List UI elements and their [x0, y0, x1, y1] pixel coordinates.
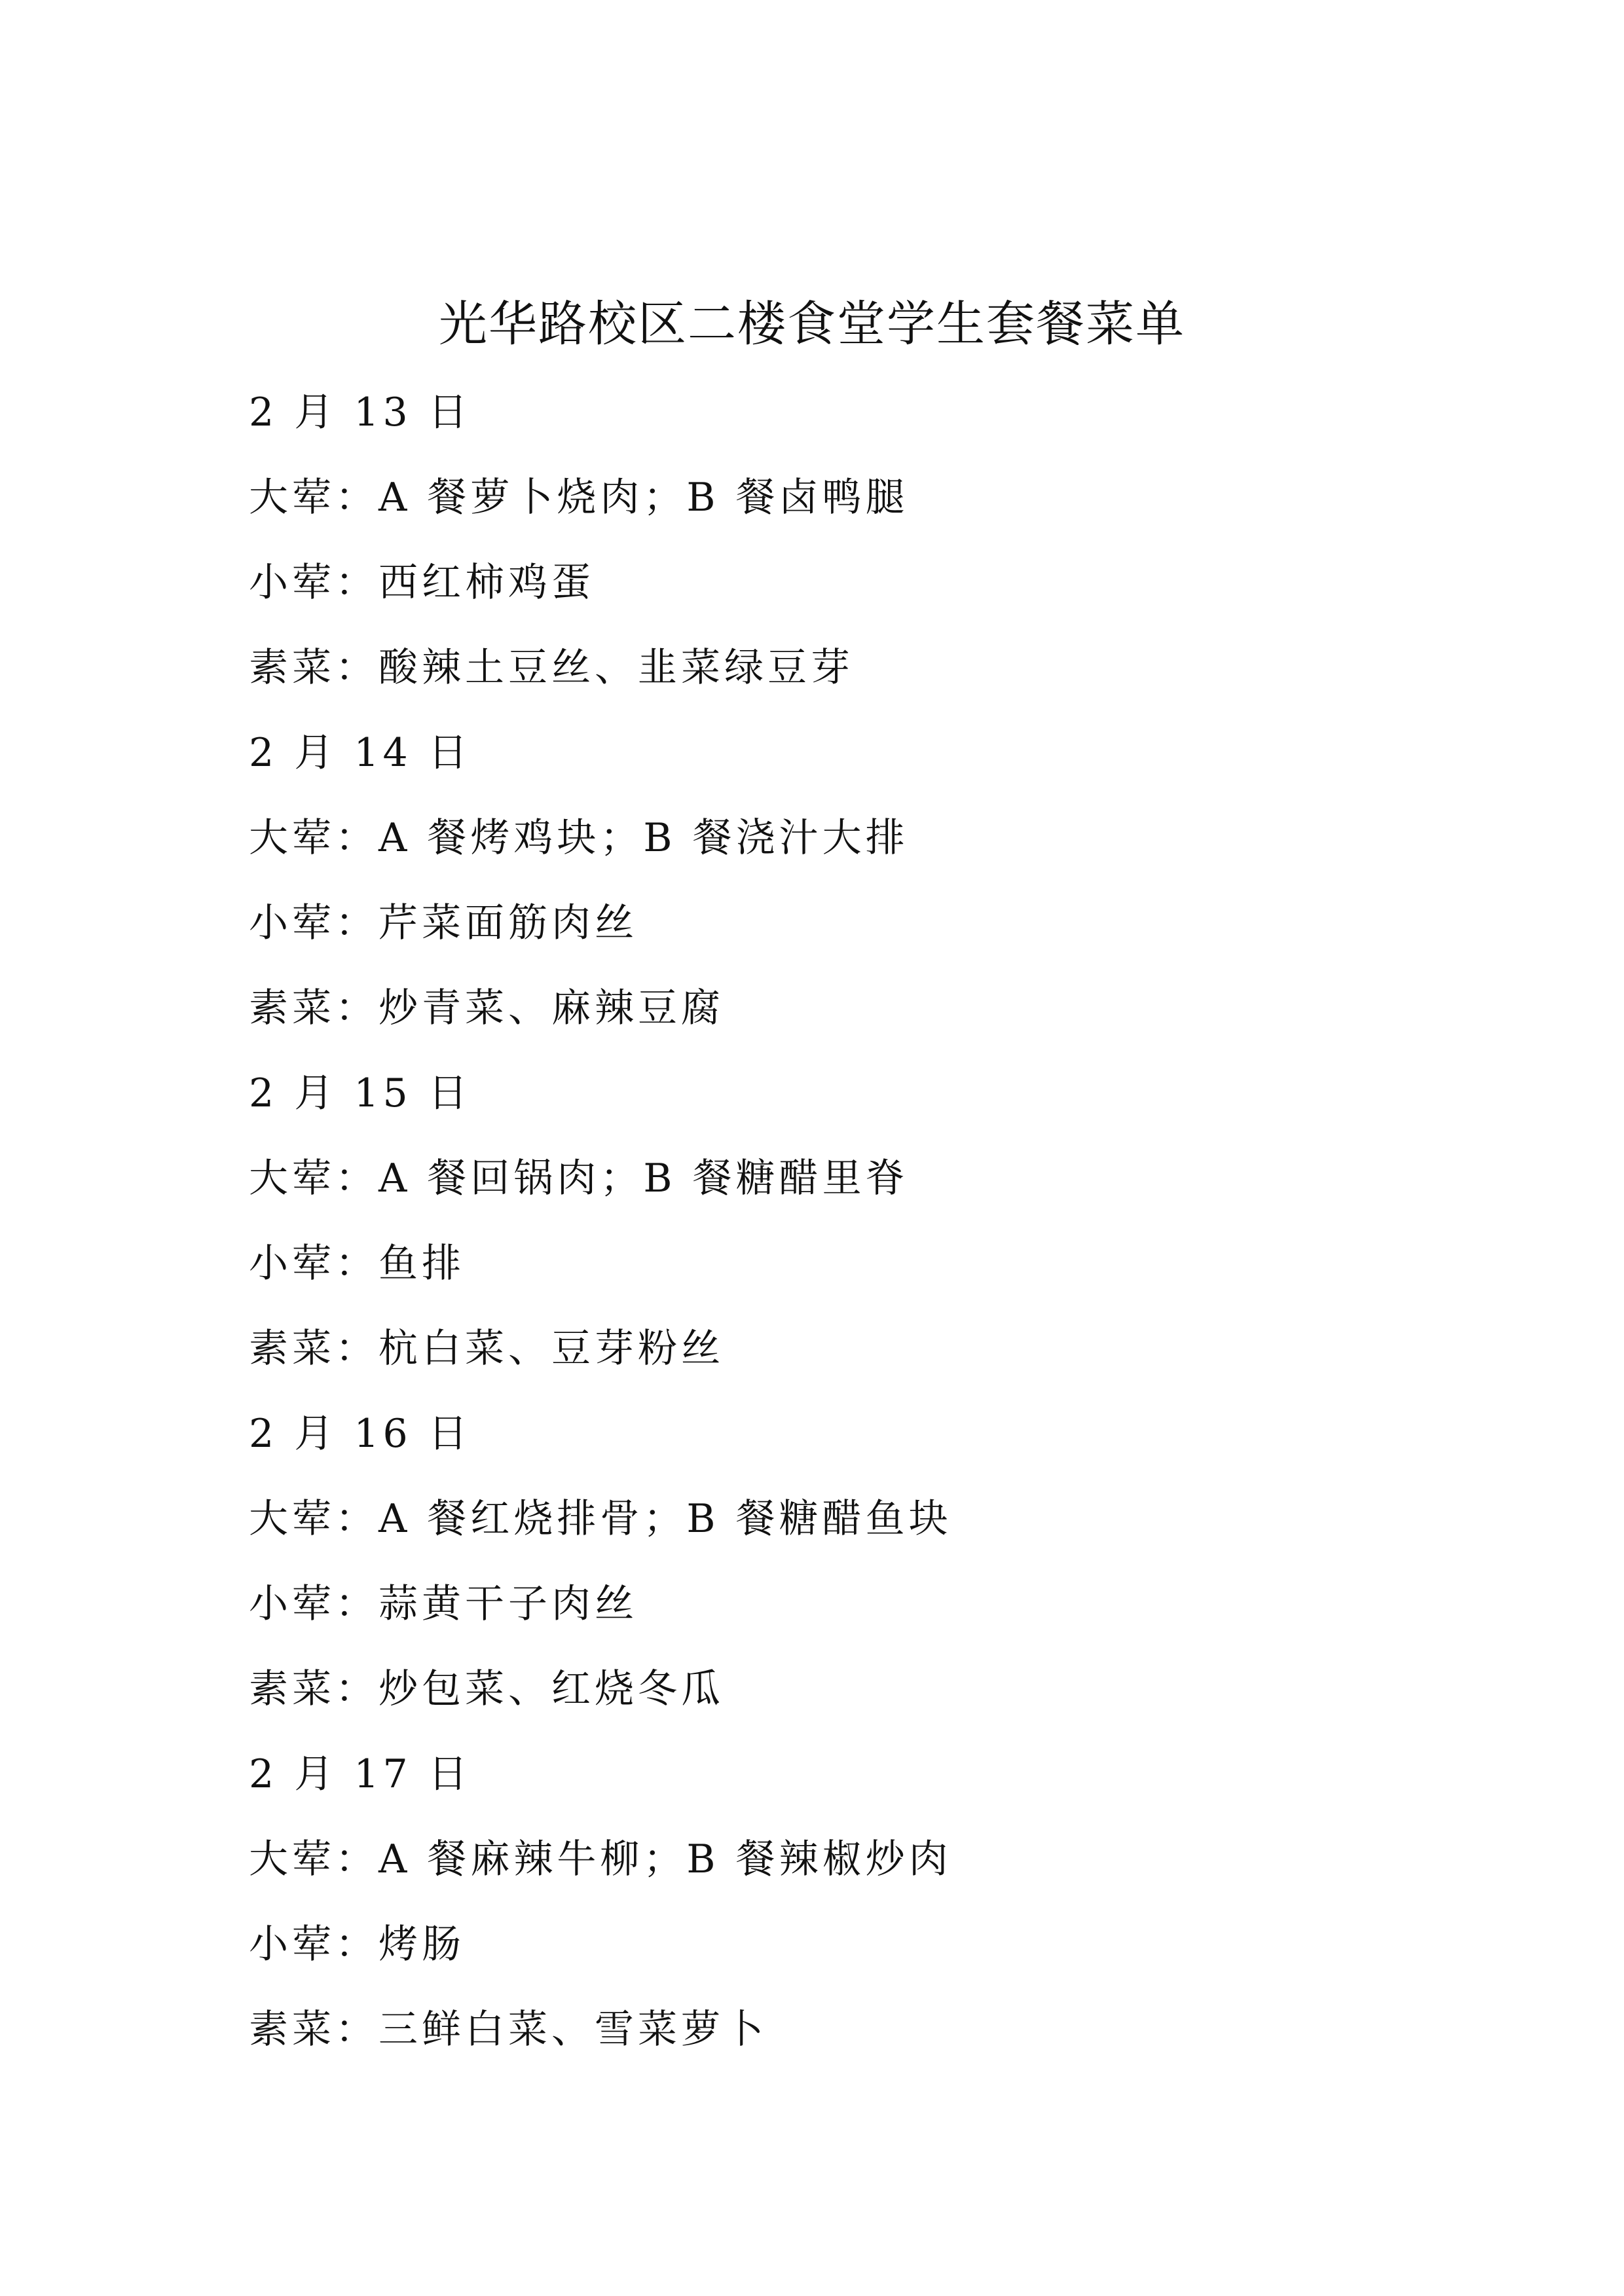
vegetable-items: 杭白菜、豆芽粉丝 [378, 1326, 724, 1372]
big-meat-items: A 餐萝卜烧肉；B 餐卤鸭腿 [378, 475, 909, 520]
vegetable-items: 炒青菜、麻辣豆腐 [378, 985, 724, 1031]
small-meat-line [249, 1908, 1493, 1994]
big-meat-label: 大荤： [249, 1496, 378, 1542]
vegetable-line [249, 1994, 1493, 2079]
day-date: 2 月 16 日 [249, 1411, 471, 1457]
menu-body [249, 376, 1493, 2079]
small-meat-items: 蒜黄干子肉丝 [378, 1581, 638, 1627]
vegetable-items: 炒包菜、红烧冬瓜 [378, 1666, 724, 1712]
small-meat-label: 小荤： [249, 1241, 378, 1286]
big-meat-line [249, 1142, 1493, 1228]
small-meat-items: 芹菜面筋肉丝 [378, 900, 638, 946]
small-meat-line [249, 887, 1493, 972]
vegetable-label: 素菜： [249, 1666, 378, 1712]
big-meat-label: 大荤： [249, 1836, 378, 1882]
day-date: 2 月 14 日 [249, 730, 471, 776]
big-meat-items: A 餐烤鸡块；B 餐浇汁大排 [378, 815, 909, 861]
vegetable-label: 素菜： [249, 985, 378, 1031]
vegetable-line [249, 1653, 1493, 1738]
vegetable-line [249, 1313, 1493, 1398]
small-meat-label: 小荤： [249, 560, 378, 606]
big-meat-label: 大荤： [249, 815, 378, 861]
small-meat-label: 小荤： [249, 1581, 378, 1627]
vegetable-line [249, 632, 1493, 717]
vegetable-label: 素菜： [249, 1326, 378, 1372]
big-meat-line [249, 462, 1493, 547]
small-meat-line [249, 547, 1493, 632]
small-meat-items: 西红柿鸡蛋 [378, 560, 595, 606]
big-meat-line [249, 1483, 1493, 1568]
big-meat-items: A 餐回锅肉；B 餐糖醋里脊 [378, 1156, 909, 1201]
big-meat-items: A 餐红烧排骨；B 餐糖醋鱼块 [378, 1496, 952, 1542]
small-meat-items: 烤肠 [378, 1922, 465, 1967]
big-meat-label: 大荤： [249, 1156, 378, 1201]
page-title: 光华路校区二楼食堂学生套餐菜单 [439, 296, 1185, 352]
day-date: 2 月 15 日 [249, 1070, 471, 1116]
big-meat-label: 大荤： [249, 475, 378, 520]
vegetable-items: 三鲜白菜、雪菜萝卜 [378, 2007, 767, 2052]
vegetable-line [249, 972, 1493, 1057]
big-meat-items: A 餐麻辣牛柳；B 餐辣椒炒肉 [378, 1836, 952, 1882]
big-meat-line [249, 1823, 1493, 1908]
small-meat-label: 小荤： [249, 900, 378, 946]
small-meat-items: 鱼排 [378, 1241, 465, 1286]
day-date: 2 月 17 日 [249, 1751, 471, 1797]
vegetable-label: 素菜： [249, 645, 378, 691]
day-date: 2 月 13 日 [249, 390, 471, 435]
vegetable-label: 素菜： [249, 2007, 378, 2052]
small-meat-line [249, 1228, 1493, 1313]
small-meat-label: 小荤： [249, 1922, 378, 1967]
small-meat-line [249, 1568, 1493, 1653]
vegetable-items: 酸辣土豆丝、韭菜绿豆芽 [378, 645, 854, 691]
big-meat-line [249, 802, 1493, 887]
